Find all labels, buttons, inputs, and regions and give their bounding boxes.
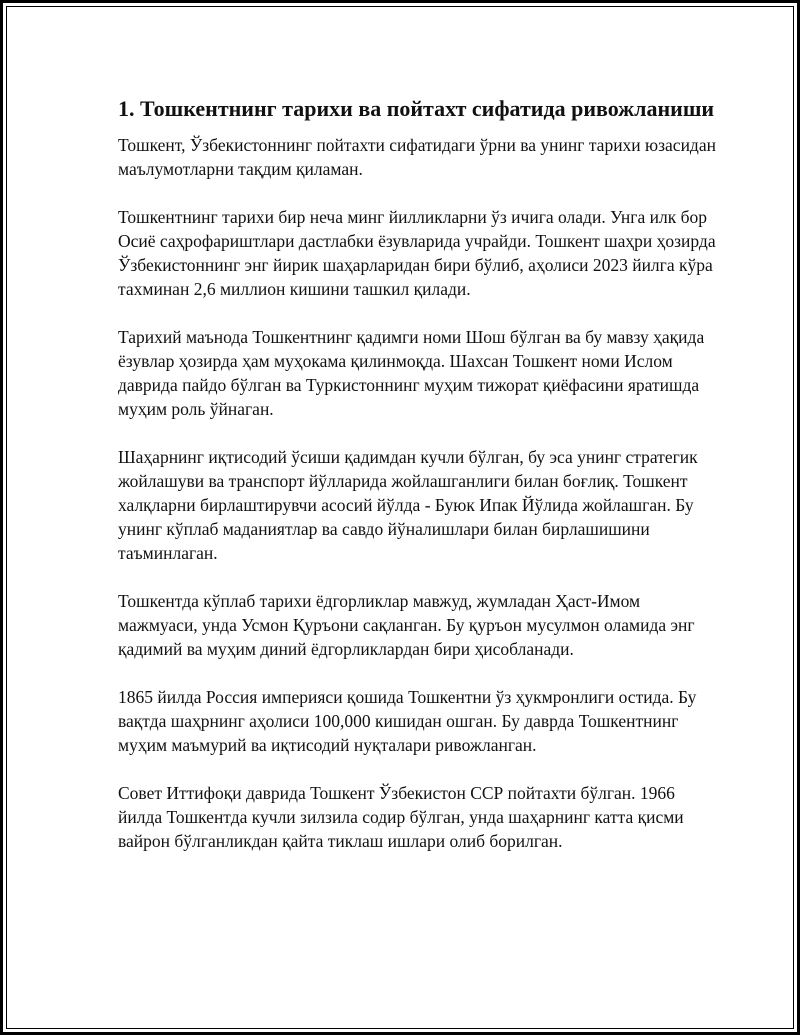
document-body (118, 94, 718, 877)
paragraph-4: Шаҳарнинг иқтисодий ўсиши қадимдан кучли бўлган, бу эса унинг стратегик жойлашуви ва транспорт йўлларида жойлашганлиги билан боғлиқ. Тошкент халқларни бирлаштирувчи асосий йўлда - Буюк Ипак Йўлида жойлашган. Бу унинг кўплаб маданиятлар ва савдо йўналишлари билан бирлашишини таъминлаган. (118, 447, 698, 563)
paragraph-1: Тошкент, Ўзбекистоннинг пойтахти сифатидаги ўрни ва унинг тарихи юзасидан маълумотларни тақдим қиламан. (118, 135, 716, 179)
paragraph-7: Совет Иттифоқи даврида Тошкент Ўзбекистон ССР пойтахти бўлган. 1966 йилда Тошкентда кучли зилзила содир бўлган, унда шаҳарнинг катта қисми вайрон бўлганликдан қайта тиклаш ишлари олиб борилган. (118, 783, 684, 851)
paragraph-6: 1865 йилда Россия империяси қошида Тошкентни ўз ҳукмронлиги остида. Бу вақтда шаҳрнинг аҳолиси 100,000 кишидан ошган. Бу даврда Тошкентнинг муҳим маъмурий ва иқтисодий нуқталари ривожланган. (118, 687, 697, 755)
paragraph-2: Тошкентнинг тарихи бир неча минг йилликларни ўз ичига олади. Унга илк бор Осиё саҳрофариштлари дастлабки ёзувларида учрайди. Тошкент шаҳри ҳозирда Ўзбекистоннинг энг йирик шаҳарларидан бири бўлиб, аҳолиси 2023 йилга кўра тахминан 2,6 миллион кишини ташкил қилади. (118, 207, 716, 299)
section-heading: 1. Тошкентнинг тарихи ва пойтахт сифатида ривожланиши (118, 96, 715, 121)
paragraph-5: Тошкентда кўплаб тарихи ёдгорликлар мавжуд, жумладан Ҳаст-Имом мажмуаси, унда Усмон Қуръони сақланган. Бу қуръон мусулмон оламида энг қадимий ва муҳим диний ёдгорликлардан бири ҳисобланади. (118, 591, 695, 659)
paragraph-3: Тарихий маънода Тошкентнинг қадимги номи Шош бўлган ва бу мавзу ҳақида ёзувлар ҳозирда ҳам муҳокама қилинмоқда. Шахсан Тошкент номи Ислом даврида пайдо бўлган ва Туркистоннинг муҳим тижорат қиёфасини яратишда муҳим роль ўйнаган. (118, 327, 705, 419)
